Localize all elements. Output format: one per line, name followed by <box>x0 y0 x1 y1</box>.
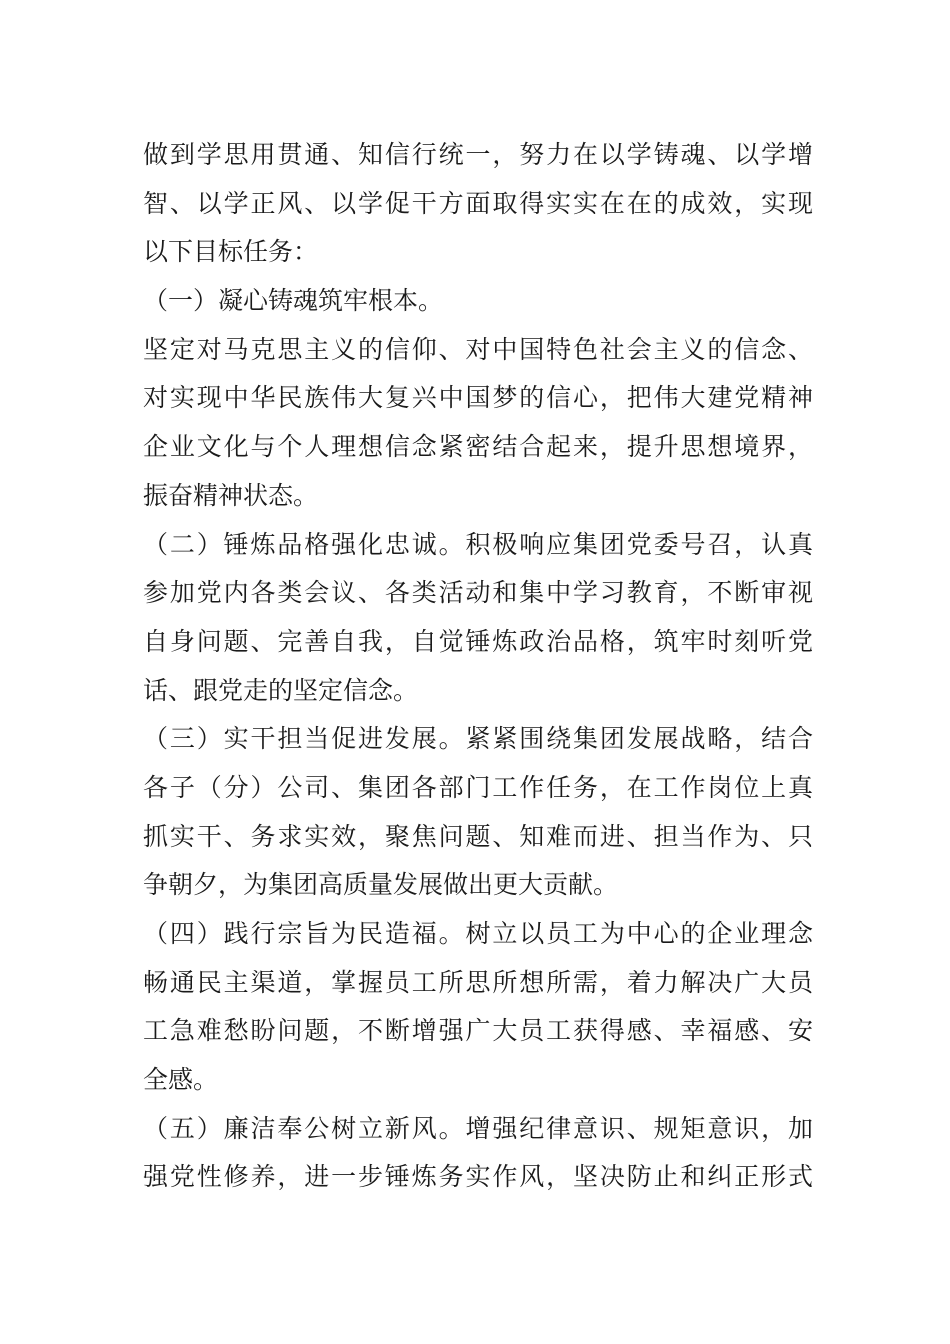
text-line: 争朝夕，为集团高质量发展做出更大贡献。 <box>143 870 619 900</box>
text-line: 全感。 <box>143 1065 219 1095</box>
text-line: 各子（分）公司、集团各部门工作任务，在工作岗位上真 <box>143 772 813 802</box>
text-line: 话、跟党走的坚定信念。 <box>143 675 419 705</box>
text-line: 参加党内各类会议、各类活动和集中学习教育，不断审视 <box>143 578 813 608</box>
text-line: （三）实干担当促进发展。紧紧围绕集团发展战略，结合 <box>143 724 813 754</box>
text-line: （四）践行宗旨为民造福。树立以员工为中心的企业理念 <box>143 919 813 948</box>
text-line: 自身问题、完善自我，自觉锤炼政治品格，筑牢时刻听党 <box>143 626 813 656</box>
text-line: （一）凝心铸魂筑牢根本。 <box>143 286 444 316</box>
text-line: 振奋精神状态。 <box>143 480 319 510</box>
text-line: 对实现中华民族伟大复兴中国梦的信心，把伟大建党精神 <box>143 383 813 413</box>
text-line: （五）廉洁奉公树立新风。增强纪律意识、规矩意识，加 <box>143 1113 813 1143</box>
text-line: （二）锤炼品格强化忠诚。积极响应集团党委号召，认真 <box>143 529 813 559</box>
text-line: 做到学思用贯通、知信行统一，努力在以学铸魂、以学增 <box>143 140 813 169</box>
text-line: 抓实干、务求实效，聚焦问题、知难而进、担当作为、只 <box>143 821 813 851</box>
text-line: 以下目标任务： <box>143 237 319 267</box>
text-line: 企业文化与个人理想信念紧密结合起来，提升思想境界， <box>143 432 813 462</box>
text-line: 智、以学正风、以学促干方面取得实实在在的成效，实现 <box>143 188 813 218</box>
document-body <box>143 131 813 1202</box>
text-line: 坚定对马克思主义的信仰、对中国特色社会主义的信念、 <box>143 334 813 364</box>
text-line: 强党性修养，进一步锤炼务实作风，坚决防止和纠正形式 <box>143 1162 813 1192</box>
text-line: 畅通民主渠道，掌握员工所思所想所需，着力解决广大员 <box>143 967 813 997</box>
text-line: 工急难愁盼问题，不断增强广大员工获得感、幸福感、安 <box>143 1016 813 1046</box>
